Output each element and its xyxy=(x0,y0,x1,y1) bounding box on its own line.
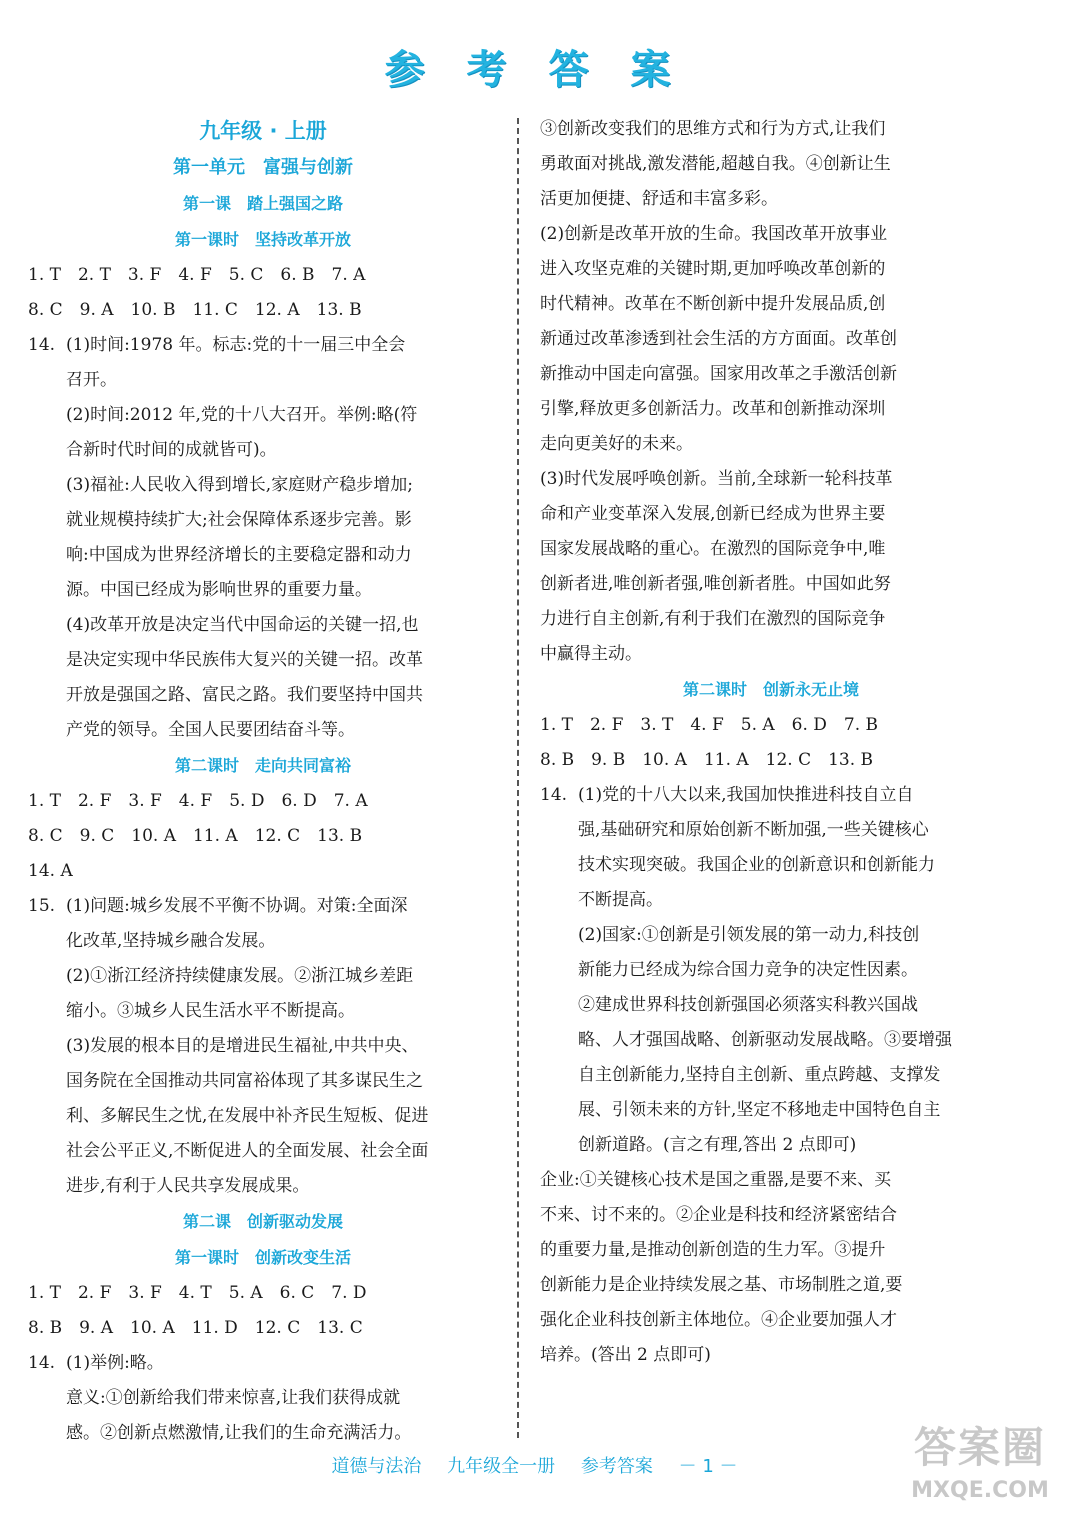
left-column xyxy=(28,112,498,1451)
footer-grade: 九年级全一册 xyxy=(447,1456,556,1477)
answer-text: (4)改革开放是决定当代中国命运的关键一招,也 xyxy=(66,615,419,635)
answer-text: 略、人才强国战略、创新驱动发展战略。③要增强 xyxy=(578,1030,952,1050)
question-block xyxy=(540,778,1002,1163)
page-number: － 1 － xyxy=(678,1456,738,1477)
answer-text: 召开。 xyxy=(66,370,117,390)
answer-line: 1. T 2. F 3. F 4. T 5. A 6. C 7. D xyxy=(28,1283,367,1303)
right-column xyxy=(540,112,1002,1373)
column-divider xyxy=(517,118,519,1438)
answer-text: 培养。(答出 2 点即可) xyxy=(540,1345,711,1365)
unit-heading: 第一单元 富强与创新 xyxy=(173,157,353,178)
answer-line: 1. T 2. F 3. F 4. F 5. D 6. D 7. A xyxy=(28,791,368,811)
answer-text: 社会公平正义,不断促进人的全面发展、社会全面 xyxy=(66,1141,429,1161)
answer-text: 引擎,释放更多创新活力。改革和创新推动深圳 xyxy=(540,399,886,419)
watermark-text: 答案圈 xyxy=(913,1423,1046,1472)
page-title: 参 考 答 案 xyxy=(384,47,685,93)
answer-text: 中赢得主动。 xyxy=(540,644,642,664)
answer-line: 14. A xyxy=(28,861,73,881)
answer-text: 进步,有利于人民共享发展成果。 xyxy=(66,1176,310,1196)
answer-text: (3)发展的根本目的是增进民生福祉,中共中央、 xyxy=(66,1036,419,1056)
answer-text: 缩小。③城乡人民生活水平不断提高。 xyxy=(66,1001,355,1021)
question-block xyxy=(28,889,498,1204)
answer-text: 活更加便捷、舒适和丰富多彩。 xyxy=(540,189,778,209)
answer-text: 产党的领导。全国人民要团结奋斗等。 xyxy=(66,720,355,740)
footer-label: 参考答案 xyxy=(580,1456,653,1477)
period-heading: 第二课时 创新永无止境 xyxy=(682,680,859,699)
answer-text: 勇敢面对挑战,激发潜能,超越自我。④创新让生 xyxy=(540,154,891,174)
question-number: 14. xyxy=(540,785,568,805)
answer-text: 展、引领未来的方针,坚定不移地走中国特色自主 xyxy=(578,1100,941,1120)
period-heading: 第二课时 走向共同富裕 xyxy=(174,756,351,775)
answer-line: 8. C 9. A 10. B 11. C 12. A 13. B xyxy=(28,300,362,320)
answer-text: 创新者进,唯创新者强,唯创新者胜。中国如此努 xyxy=(540,574,891,594)
answer-text: 感。②创新点燃激情,让我们的生命充满活力。 xyxy=(66,1423,412,1443)
grade-heading: 九年级 · 上册 xyxy=(199,119,327,143)
answer-text: 开放是强国之路、富民之路。我们要坚持中国共 xyxy=(66,685,423,705)
answer-text: (1)时间:1978 年。标志:党的十一届三中全会 xyxy=(66,335,406,355)
answer-text: 时代精神。改革在不断创新中提升发展品质,创 xyxy=(540,294,886,314)
answer-text: 就业规模持续扩大;社会保障体系逐步完善。影 xyxy=(66,510,412,530)
lesson-heading: 第二课 创新驱动发展 xyxy=(182,1212,343,1231)
answer-text: 命和产业变革深入发展,创新已经成为世界主要 xyxy=(540,504,886,524)
answer-text: 创新道路。(言之有理,答出 2 点即可) xyxy=(578,1135,857,1155)
answer-text: (2)①浙江经济持续健康发展。②浙江城乡差距 xyxy=(66,966,414,986)
answer-text: (3)福祉:人民收入得到增长,家庭财产稳步增加; xyxy=(66,475,413,495)
answer-text: 响:中国成为世界经济增长的主要稳定器和动力 xyxy=(66,545,412,565)
answer-text: 是决定实现中华民族伟大复兴的关键一招。改革 xyxy=(66,650,423,670)
answer-text: (2)国家:①创新是引领发展的第一动力,科技创 xyxy=(578,925,920,945)
answer-text: 化改革,坚持城乡融合发展。 xyxy=(66,931,276,951)
watermark-url: MXQE.COM xyxy=(911,1478,1049,1503)
lesson-heading: 第一课 踏上强国之路 xyxy=(182,194,343,213)
answer-text: 强化企业科技创新主体地位。④企业要加强人才 xyxy=(540,1310,897,1330)
answer-text: 自主创新能力,坚持自主创新、重点跨越、支撑发 xyxy=(578,1065,941,1085)
answer-text: 的重要力量,是推动创新创造的生力军。③提升 xyxy=(540,1240,886,1260)
answer-text: 新推动中国走向富强。国家用改革之手激活创新 xyxy=(540,364,897,384)
answer-text: ③创新改变我们的思维方式和行为方式,让我们 xyxy=(540,119,886,139)
answer-text: 不断提高。 xyxy=(578,890,663,910)
answer-text: (3)时代发展呼唤创新。当前,全球新一轮科技革 xyxy=(540,469,893,489)
answer-text: (1)党的十八大以来,我国加快推进科技自立自 xyxy=(578,785,914,805)
footer-subject: 道德与法治 xyxy=(331,1456,422,1477)
answer-text: 新能力已经成为综合国力竞争的决定性因素。 xyxy=(578,960,918,980)
answer-line: 8. C 9. C 10. A 11. A 12. C 13. B xyxy=(28,826,363,846)
answer-text: (1)举例:略。 xyxy=(66,1353,164,1373)
period-heading: 第一课时 创新改变生活 xyxy=(174,1248,351,1267)
answer-text: 新通过改革渗透到社会生活的方方面面。改革创 xyxy=(540,329,897,349)
answer-text: 走向更美好的未来。 xyxy=(540,434,693,454)
answer-text: (2)时间:2012 年,党的十八大召开。举例:略(符 xyxy=(66,405,418,425)
answer-line: 8. B 9. B 10. A 11. A 12. C 13. B xyxy=(540,750,874,770)
answer-text: 不来、讨不来的。②企业是科技和经济紧密结合 xyxy=(540,1205,897,1225)
answer-text: 意义:①创新给我们带来惊喜,让我们获得成就 xyxy=(66,1388,401,1408)
question-number: 15. xyxy=(28,896,56,916)
answer-text: 国务院在全国推动共同富裕体现了其多谋民生之 xyxy=(66,1071,423,1091)
answer-text: 强,基础研究和原始创新不断加强,一些关键核心 xyxy=(578,820,929,840)
answer-text: 进入攻坚克难的关键时期,更加呼唤改革创新的 xyxy=(540,259,886,279)
question-number: 14. xyxy=(28,335,56,355)
answer-line: 8. B 9. A 10. A 11. D 12. C 13. C xyxy=(28,1318,363,1338)
watermark-logo xyxy=(905,1420,1055,1520)
question-block xyxy=(28,1346,498,1451)
answer-text: 利、多解民生之忧,在发展中补齐民生短板、促进 xyxy=(66,1106,429,1126)
answer-text: 合新时代时间的成就皆可)。 xyxy=(66,440,277,460)
answer-line: 1. T 2. F 3. T 4. F 5. A 6. D 7. B xyxy=(540,715,879,735)
period-heading: 第一课时 坚持改革开放 xyxy=(174,230,351,249)
answer-text: (2)创新是改革开放的生命。我国改革开放事业 xyxy=(540,224,888,244)
question-number: 14. xyxy=(28,1353,56,1373)
answer-text: 创新能力是企业持续发展之基、市场制胜之道,要 xyxy=(540,1275,903,1295)
answer-text: 技术实现突破。我国企业的创新意识和创新能力 xyxy=(578,855,935,875)
answer-text: (1)问题:城乡发展不平衡不协调。对策:全面深 xyxy=(66,896,408,916)
question-block xyxy=(28,328,498,748)
answer-text: 企业:①关键核心技术是国之重器,是要不来、买 xyxy=(540,1170,892,1190)
answer-text: ②建成世界科技创新强国必须落实科教兴国战 xyxy=(578,995,918,1015)
answer-text: 国家发展战略的重心。在激烈的国际竞争中,唯 xyxy=(540,539,886,559)
answer-text: 源。中国已经成为影响世界的重要力量。 xyxy=(66,580,372,600)
answer-text: 力进行自主创新,有利于我们在激烈的国际竞争 xyxy=(540,609,886,629)
answer-line: 1. T 2. T 3. F 4. F 5. C 6. B 7. A xyxy=(28,265,366,285)
